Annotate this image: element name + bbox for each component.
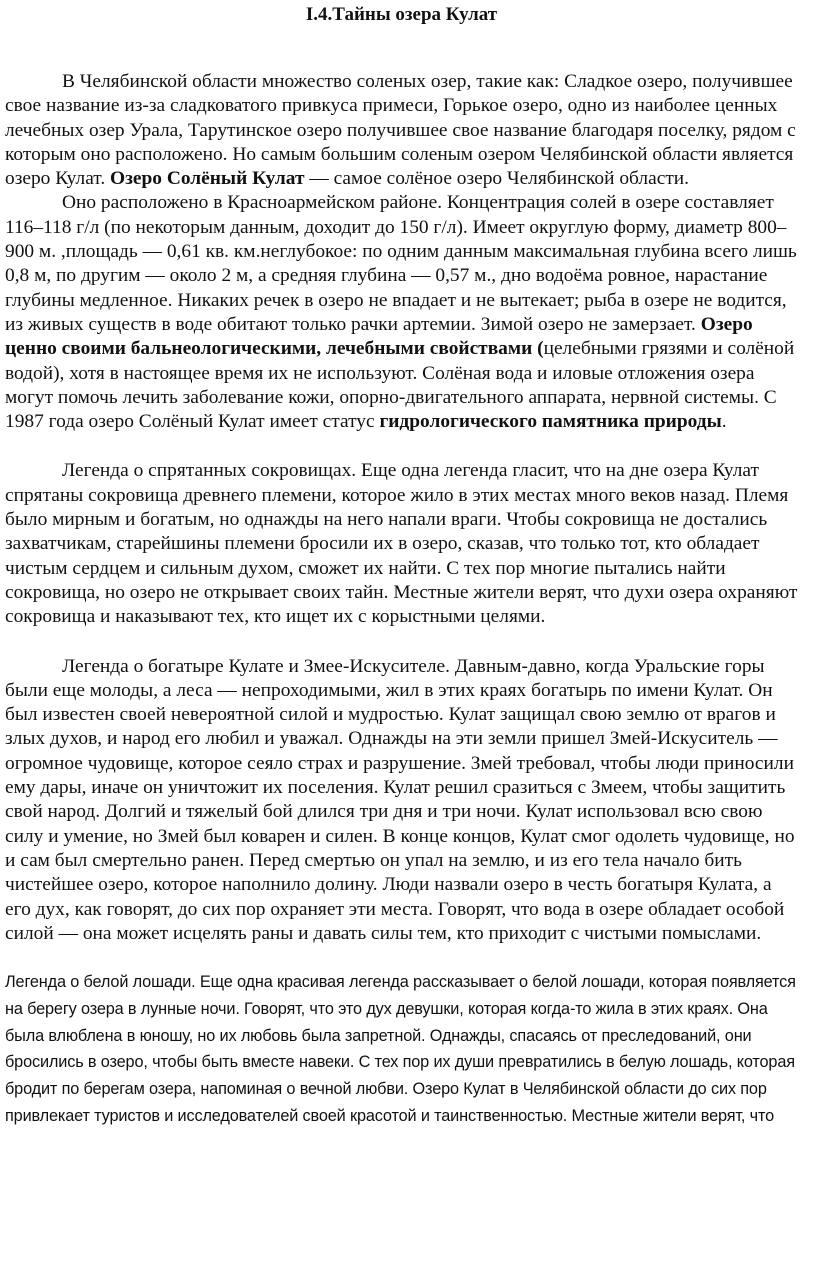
paragraph-text: целебными грязями и солёной водой), хотя в настоящее время их не используют. Солёная вода и иловые отложения озера могут помочь лечить заболевание кожи, опорно-двигательного аппарата, нервной системы. С 1987 года озеро Солёный Кулат имеет статус	[5, 338, 795, 433]
paragraph-lakes-overview	[5, 70, 798, 191]
paragraph-text: — самое солёное озеро Челябинской области.	[304, 168, 690, 190]
paragraph-legend-kulat-serpent: Легенда о богатыре Кулате и Змее-Искусителе. Давным-давно, когда Уральские горы были еще молоды, а леса — непроходимыми, жил в этих краях богатырь по имени Кулат. Он был известен своей невероятной силой и мудростью. Кулат защищал свою землю от врагов и злых духов, и народ его любил и уважал. Однажды на эти земли пришел Змей-Искуситель — огромное чудовище, которое сеяло страх и разрушение. Змей требовал, чтобы люди приносили ему дары, иначе он уничтожит их поселения. Кулат решил сразиться с Змеем, чтобы защитить свой народ. Долгий и тяжелый бой длился три дня и три ночи. Кулат использовал всю свою силу и умение, но Змей был коварен и силен. В конце концов, Кулат смог одолеть чудовище, но и сам был смертельно ранен. Перед смертью он упал на землю, и из его тела начало бить чистейшее озеро, которое наполнило долину. Люди назвали озеро в честь богатыря Кулата, а его дух, как говорят, до сих пор охраняет эти места. Говорят, что вода в озере обладает особой силой — она может исцелять раны и давать силы тем, кто приходит с чистыми помыслами.	[5, 655, 795, 944]
bold-phrase: Озеро ценно своими бальнеологическими, лечебными свойствами (	[5, 313, 753, 360]
paragraph-text: Оно расположено в Красноармейском районе. Концентрация солей в озере составляет 116–118 г/л (по некоторым данным, доходит до 150 г/л). Имеет округлую форму, диаметр 800–900 м. ,площадь — 0,61 кв. км.неглубокое: по одним данным максимальная глубина всего лишь 0,8 м, по другим — около 2 м, а средняя глубина — 0,57 м., дно водоёма ровное, нарастание глубины медленное. Никаких речек в озеро не впадает и не вытекает; рыба в озере не водится, из живых существ в воде обитают только рачки артемии. Зимой озеро не замерзает.	[5, 192, 797, 335]
paragraph-text: .	[721, 411, 727, 433]
paragraph-legend-white-horse: Легенда о белой лошади. Еще одна красивая легенда рассказывает о белой лошади, которая появляется на берегу озера в лунные ночи. Говорят, что это дух девушки, которая когда-то жила в этих краях. Она была влюблена в юношу, но их любовь была запретной. Однажды, спасаясь от преследований, они бросились в озеро, чтобы быть вместе навеки. С тех пор их души превратились в белую лошадь, которая бродит по берегам озера, напоминая о вечной любви. Озеро Кулат в Челябинской области до сих пор привлекает туристов и исследователей своей красотой и таинственностью. Местные жители верят, что	[5, 973, 796, 1126]
paragraph-text: В Челябинской области множество соленых озер, такие как: Сладкое озеро, получившее свое название из-за сладковатого привкуса примеси, Горькое озеро, одно из наиболее ценных лечебных озер Урала, Тарутинское озеро получившее свое название благодаря поселку, рядом с которым оно расположено. Но самым большим соленым озером Челябинской области является озеро Кулат.	[5, 71, 796, 190]
document-title: I.4.Тайны озера Кулат	[305, 4, 498, 25]
bold-phrase: Озеро Солёный Кулат	[110, 168, 305, 190]
document-body-sans	[5, 969, 798, 1130]
document-body	[5, 70, 798, 946]
paragraph-legend-treasures: Легенда о спрятанных сокровищах. Еще одна легенда гласит, что на дне озера Кулат спрятаны сокровища древнего племени, которое жило в этих местах много веков назад. Племя было мирным и богатым, но однажды на него напали враги. Чтобы сокровища не достались захватчикам, старейшины племени бросили их в озеро, сказав, что только тот, кто обладает чистым сердцем и сильным духом, сможет их найти. С тех пор многие пытались найти сокровища, но озеро не открывает своих тайн. Местные жители верят, что духи озера охраняют сокровища и наказывают тех, кто ищет их с корыстными целями.	[5, 460, 798, 628]
paragraph-lake-description	[5, 191, 798, 434]
bold-phrase: гидрологического памятника природы	[379, 411, 722, 433]
